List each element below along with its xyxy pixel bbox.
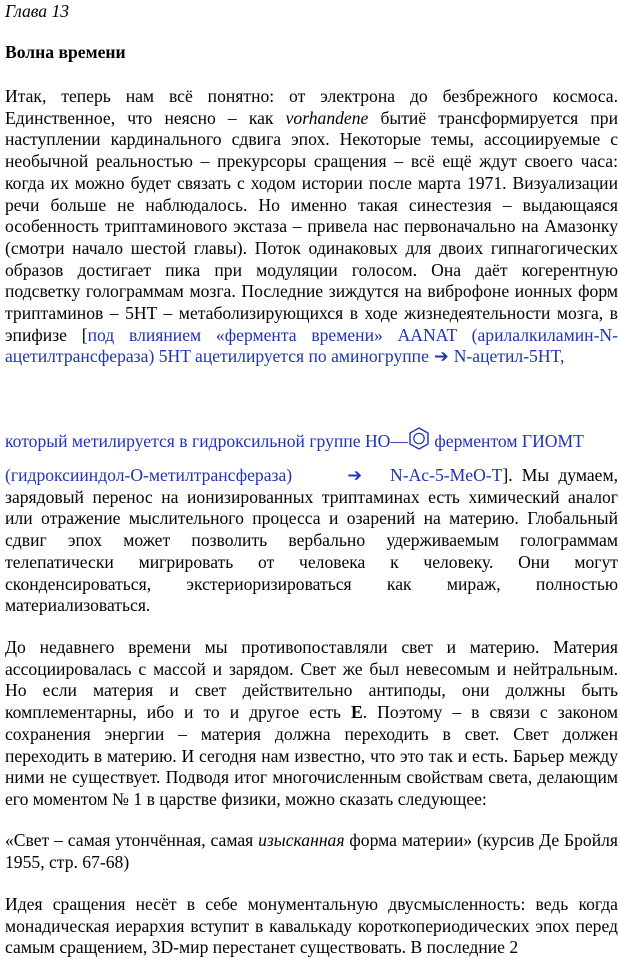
chapter-heading: Глава 13 bbox=[5, 1, 70, 21]
arrow-icon: ➔ bbox=[347, 465, 363, 485]
quote-paragraph bbox=[5, 830, 618, 873]
paragraph-1 bbox=[5, 86, 618, 368]
p3-bold-e: E bbox=[350, 702, 363, 723]
p3-text-b: . Поэтому – в связи с законом сохранения энергии – материя должна переходить в свет. Свет должен переходить в материю. И сегодня нам известно, что это так и есть. Барьер между ними не существует. Подводя итог многочисленным свойствам света, делающим его моментом № 1 в царстве физики, можно сказать следующее: bbox=[5, 702, 618, 809]
p1-text-a: Итак, теперь нам всё понятно: от электрона до безбрежного космоса. Единственное, что неясно – как bbox=[5, 86, 618, 128]
p1-blue-b: N-ацетил-5HT, bbox=[449, 346, 565, 367]
section-title: Волна времени bbox=[5, 42, 126, 62]
p2-blue-b: ферментом ГИОМТ bbox=[429, 431, 584, 451]
benzene-ring-icon bbox=[408, 427, 430, 457]
paragraph-2 bbox=[5, 465, 618, 617]
p1-italic-word: vorhandene bbox=[285, 107, 369, 128]
quote-italic: изысканная bbox=[258, 830, 345, 850]
quote-text-a: «Свет – самая утончённая, самая bbox=[5, 830, 259, 850]
arrow-icon: ➔ bbox=[433, 346, 449, 367]
paragraph-3 bbox=[5, 637, 618, 811]
p2-text-a: ]. Мы думаем, зарядовый перенос на ионизированных триптаминах есть химический аналог или отражение мыслительного процесса и озарений на материю. Глобальный сдвиг эпох может позволить вербально удерживаемым голограммам телепатически мигрировать от человека к человеку. Они могут сконденсироваться, экстериоризироваться как мираж, полностью материализоваться. bbox=[5, 465, 619, 616]
p1-blue-a: под влиянием «фермента времени» AANAT (арилалкиламин-N-ацетилтрансфераза) 5HT ацетилируется по аминогруппе bbox=[5, 324, 618, 367]
p2-blue-c: (гидроксииндол-O-метилтрансфераза) bbox=[5, 465, 293, 485]
quote-text-b: форма материи» (курсив Де Бройля 1955, стр. 67-68) bbox=[5, 830, 618, 872]
paragraph-4 bbox=[5, 894, 618, 959]
p1-text-b: бытиё трансформируется при наступлении кардинального сдвига эпох. Некоторые темы, ассоциируемые с необычной реальностью – прекурсоры сращения – всё ещё ждут своего часа: когда их можно будет связать с ходом истории после марта 1971. Визуализации речи больше не наблюдалось. Но именно такая синестезия – выдающаяся особенность триптаминового экстаза – привела нас первоначально на Амазонку (смотри начало шестой главы). Поток одинаковых для двоих гипнагогических образов достигает пика при модуляции голосом. Она даёт когерентную подсветку голограммам мозга. Последние зиждутся на виброфоне ионных форм триптаминов – 5HT – метаболизирующихся в ходе жизнедеятельности мозга, в эпифизе [ bbox=[5, 107, 618, 345]
p3-text-a: До недавнего времени мы противопоставляли свет и материю. Материя ассоциировалась с массой и зарядом. Свет же был невесомым и нейтральным. Но если материя и свет действительно антиподы, они должны быть комплементарны, ибо и то и другое есть bbox=[5, 637, 618, 723]
p4-text-a: Идея сращения несёт в себе монументальную двусмысленность: ведь когда монадическая иерархия вступит в кавалькаду короткопериодических эпох перед самым сращением, 3D-мир перестанет существовать. В последние 2 bbox=[5, 894, 618, 958]
p2-blue-a: который метилируется в гидроксильной группе HO— bbox=[5, 431, 408, 451]
paragraph-2-line-1 bbox=[5, 427, 618, 457]
p2-blue-d: N-Ac-5-MeO-T bbox=[380, 465, 503, 485]
